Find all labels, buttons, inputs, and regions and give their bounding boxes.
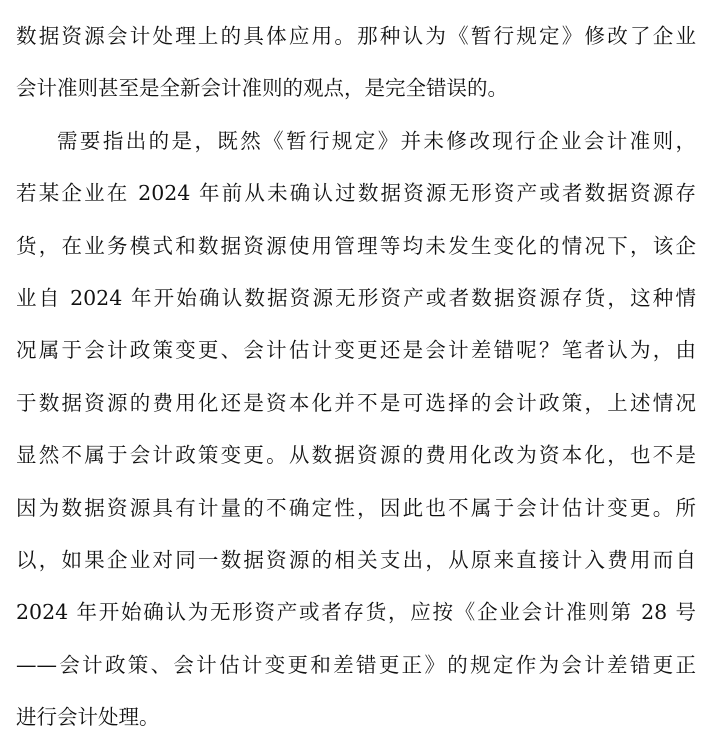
text-line: 会计准则甚至是全新会计准则的观点，是完全错误的。 — [16, 76, 508, 101]
text-line: 因为数据资源具有计量的不确定性，因此也不属于会计估计变更。所 — [16, 495, 696, 520]
text-line: 2024 年开始确认为无形资产或者存货，应按《企业会计准则第 28 号 — [16, 600, 696, 625]
text-line: 数据资源会计处理上的具体应用。那种认为《暂行规定》修改了企业 — [16, 24, 696, 48]
document-body — [16, 10, 696, 743]
text-line: 货，在业务模式和数据资源使用管理等均未发生变化的情况下，该企 — [16, 233, 696, 258]
text-line: 显然不属于会计政策变更。从数据资源的费用化改为资本化，也不是 — [16, 443, 696, 468]
text-line: 况属于会计政策变更、会计估计变更还是会计差错呢？笔者认为，由 — [16, 338, 696, 363]
text-line: 需要指出的是，既然《暂行规定》并未修改现行企业会计准则， — [57, 128, 696, 153]
text-line: 业自 2024 年开始确认数据资源无形资产或者数据资源存货，这种情 — [16, 285, 696, 310]
text-line: 以，如果企业对同一数据资源的相关支出，从原来直接计入费用而自 — [16, 547, 696, 572]
text-line: 于数据资源的费用化还是资本化并不是可选择的会计政策，上述情况 — [16, 390, 696, 415]
text-line: 进行会计处理。 — [16, 705, 160, 730]
text-line: ——会计政策、会计估计变更和差错更正》的规定作为会计差错更正 — [16, 652, 696, 677]
text-line: 若某企业在 2024 年前从未确认过数据资源无形资产或者数据资源存 — [16, 181, 696, 206]
